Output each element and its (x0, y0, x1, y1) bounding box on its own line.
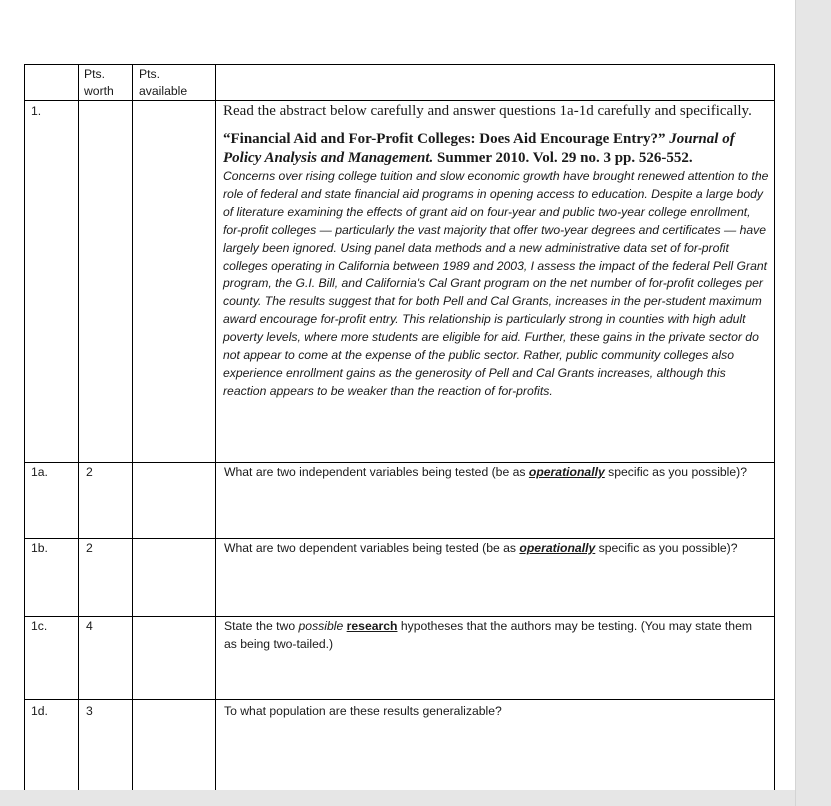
question-1a-text (224, 464, 764, 482)
points-worth: 2 (86, 465, 93, 479)
emphasis-text: operationally (528, 465, 605, 479)
question-text: What are two dependent variables being tested (be as (224, 541, 520, 555)
table-row-divider (24, 538, 775, 539)
question-1b-text (224, 540, 764, 558)
row-number: 1c. (31, 619, 48, 633)
emphasis-text: research (346, 619, 398, 633)
row-number: 1d. (31, 704, 48, 718)
italic-text: possible (298, 619, 344, 633)
header-pts-worth-line1: Pts. (84, 67, 105, 81)
abstract-text: Concerns over rising college tuition and slow economic growth have brought renewed attention to the role of federal and state financial aid programs in opening access to education. Despite a large body of literature examining the effects of grant aid on four-year and public two-year college enrollment, for-profit colleges — particularly the vast majority that offer two-year degrees and certificates — have largely been ignored. Using panel data methods and a new administrative data set of for-profit colleges operating in California between 1989 and 2003, I assess the impact of the federal Pell Grant program, the G.I. Bill, and California's Cal Grant program on the net number of for-profit colleges per county. The results suggest that for both Pell and Cal Grants, increases in the per-student maximum award encourage for-profit entry. This relationship is particularly strong in counties with high adult poverty levels, where more students are eligible for aid. Further, these gains in the private sector do not appear to come at the expense of the public sector. Rather, public community colleges also experience enrollment gains as the generosity of Pell and Cal Grants increases, although this reaction appears to be weaker than the reaction of for-profits. (223, 169, 769, 398)
table-row-divider (24, 462, 775, 463)
header-pts-worth (84, 66, 130, 100)
row-number: 1b. (31, 541, 48, 555)
page-gap (0, 790, 795, 806)
article-title: “Financial Aid and For-Profit Colleges: Does Aid Encourage Entry?” (223, 131, 666, 147)
table-divider (215, 64, 216, 790)
header-pts-available-line1: Pts. (139, 67, 160, 81)
question-text: What are two independent variables being tested (be as (224, 465, 529, 479)
question-text: specific as you possible)? (604, 465, 748, 479)
row-number: 1. (31, 104, 42, 118)
points-worth: 3 (86, 704, 93, 718)
header-pts-worth-line2: worth (84, 84, 114, 98)
question-1-content (223, 102, 771, 401)
article-citation (223, 130, 771, 168)
table-row-divider (24, 699, 775, 700)
question-1c-text (224, 618, 764, 653)
question-1d-text: To what population are these results generalizable? (224, 704, 502, 718)
question-text: hypotheses that the authors may be testing. (You may state them as being two-tailed.) (224, 619, 753, 651)
table-border-right (774, 64, 775, 790)
instructions-text: Read the abstract below carefully and answer questions 1a-1d carefully and specifically. (223, 103, 752, 119)
question-text: State the two (224, 619, 299, 633)
table-row-divider (24, 100, 775, 101)
points-worth: 4 (86, 619, 93, 633)
table-border-top (24, 64, 775, 65)
header-pts-available (139, 66, 213, 100)
table-border-left (24, 64, 25, 790)
table-divider (132, 64, 133, 790)
row-number: 1a. (31, 465, 48, 479)
header-pts-available-line2: available (139, 84, 188, 98)
table-row-divider (24, 616, 775, 617)
vertical-scrollbar[interactable] (795, 0, 831, 806)
question-text: specific as you possible)? (595, 541, 738, 555)
emphasis-text: operationally (519, 541, 596, 555)
table-divider (78, 64, 79, 790)
points-worth: 2 (86, 541, 93, 555)
citation-details: Summer 2010. Vol. 29 no. 3 pp. 526-552. (437, 150, 693, 166)
journal-name: Journal of Policy Analysis and Management. (223, 131, 735, 166)
